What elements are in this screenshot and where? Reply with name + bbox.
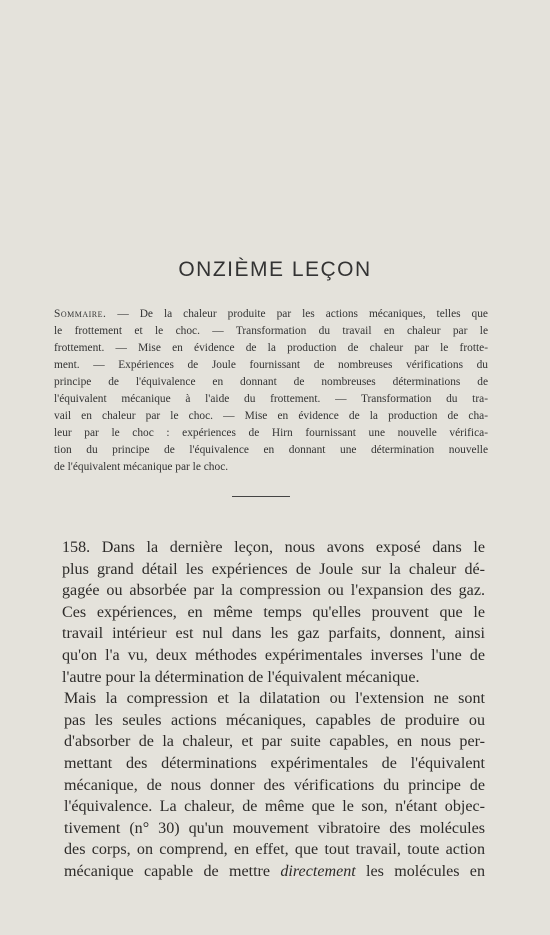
italic-word: directement (280, 862, 356, 880)
summary-line: le frottement et le choc. — Transformation du travail en chaleur par le (54, 325, 488, 337)
text-line: tivement (n° 30) qu'un mouvement vibratoire des molécules (64, 819, 485, 837)
summary-label: Sommaire. (54, 308, 107, 320)
text-line: 158. Dans la dernière leçon, nous avons exposé dans le (62, 539, 485, 556)
text-segment: les molécules en (355, 862, 485, 880)
text-line: mécanique, de nous donner des vérifications du principe de (64, 776, 485, 794)
summary-line: ment. — Expériences de Joule fournissant de nombreuses vérifications du (54, 359, 488, 371)
summary-line: leur par le choc : expériences de Hirn fournissant une nouvelle vérifica- (54, 427, 488, 439)
summary-line: principe de l'équivalence en donnant de nombreuses déterminations de (54, 376, 488, 388)
text-line: l'équivalence. La chaleur, de même que le son, n'étant objec- (64, 798, 485, 816)
text-line: pas les seules actions mécaniques, capables de produire ou (64, 711, 485, 729)
summary-line: tion du principe de l'équivalence en donnant une détermination nouvelle (54, 444, 488, 456)
text-line: des corps, on comprend, en effet, que tout travail, toute action (64, 841, 485, 859)
chapter-heading: ONZIÈME LEÇON (178, 258, 372, 281)
text-line: Mais la compression et la dilatation ou l'extension ne sont (64, 690, 485, 708)
summary-line: l'équivalent mécanique à l'aide du frottement. — Transformation du tra- (54, 393, 488, 405)
text-line: l'autre pour la détermination de l'équivalent mécanique. (62, 668, 420, 686)
section-divider (232, 496, 290, 497)
text-line: mettant des déterminations expérimentales de l'équivalent (64, 754, 485, 772)
paragraph-158 (54, 537, 485, 688)
summary-line: vail en chaleur par le choc. — Mise en évidence de la production de cha- (54, 410, 488, 422)
text-line: travail intérieur est nul dans les gaz parfaits, donnent, ainsi (62, 625, 485, 643)
text-line: qu'on l'a vu, deux méthodes expérimentales inverses l'une de (62, 646, 485, 664)
summary-line: — De la chaleur produite par les actions mécaniques, telles que (106, 308, 488, 320)
paragraph-2 (54, 688, 485, 882)
text-segment: mécanique capable de mettre (64, 862, 281, 880)
text-line: Ces expériences, en même temps qu'elles prouvent que le (62, 603, 485, 621)
summary-line: de l'équivalent mécanique par le choc. (54, 461, 229, 473)
chapter-summary (54, 306, 488, 476)
text-line: gagée ou absorbée par la compression ou l'expansion des gaz. (62, 582, 485, 600)
summary-line: frottement. — Mise en évidence de la production de chaleur par le frotte- (54, 342, 488, 354)
text-line: d'absorber de la chaleur, et par suite capables, en nous per- (64, 733, 485, 751)
text-line: plus grand détail les expériences de Joule sur la chaleur dé- (62, 560, 485, 578)
body-text (54, 537, 485, 883)
text-line (54, 861, 485, 883)
